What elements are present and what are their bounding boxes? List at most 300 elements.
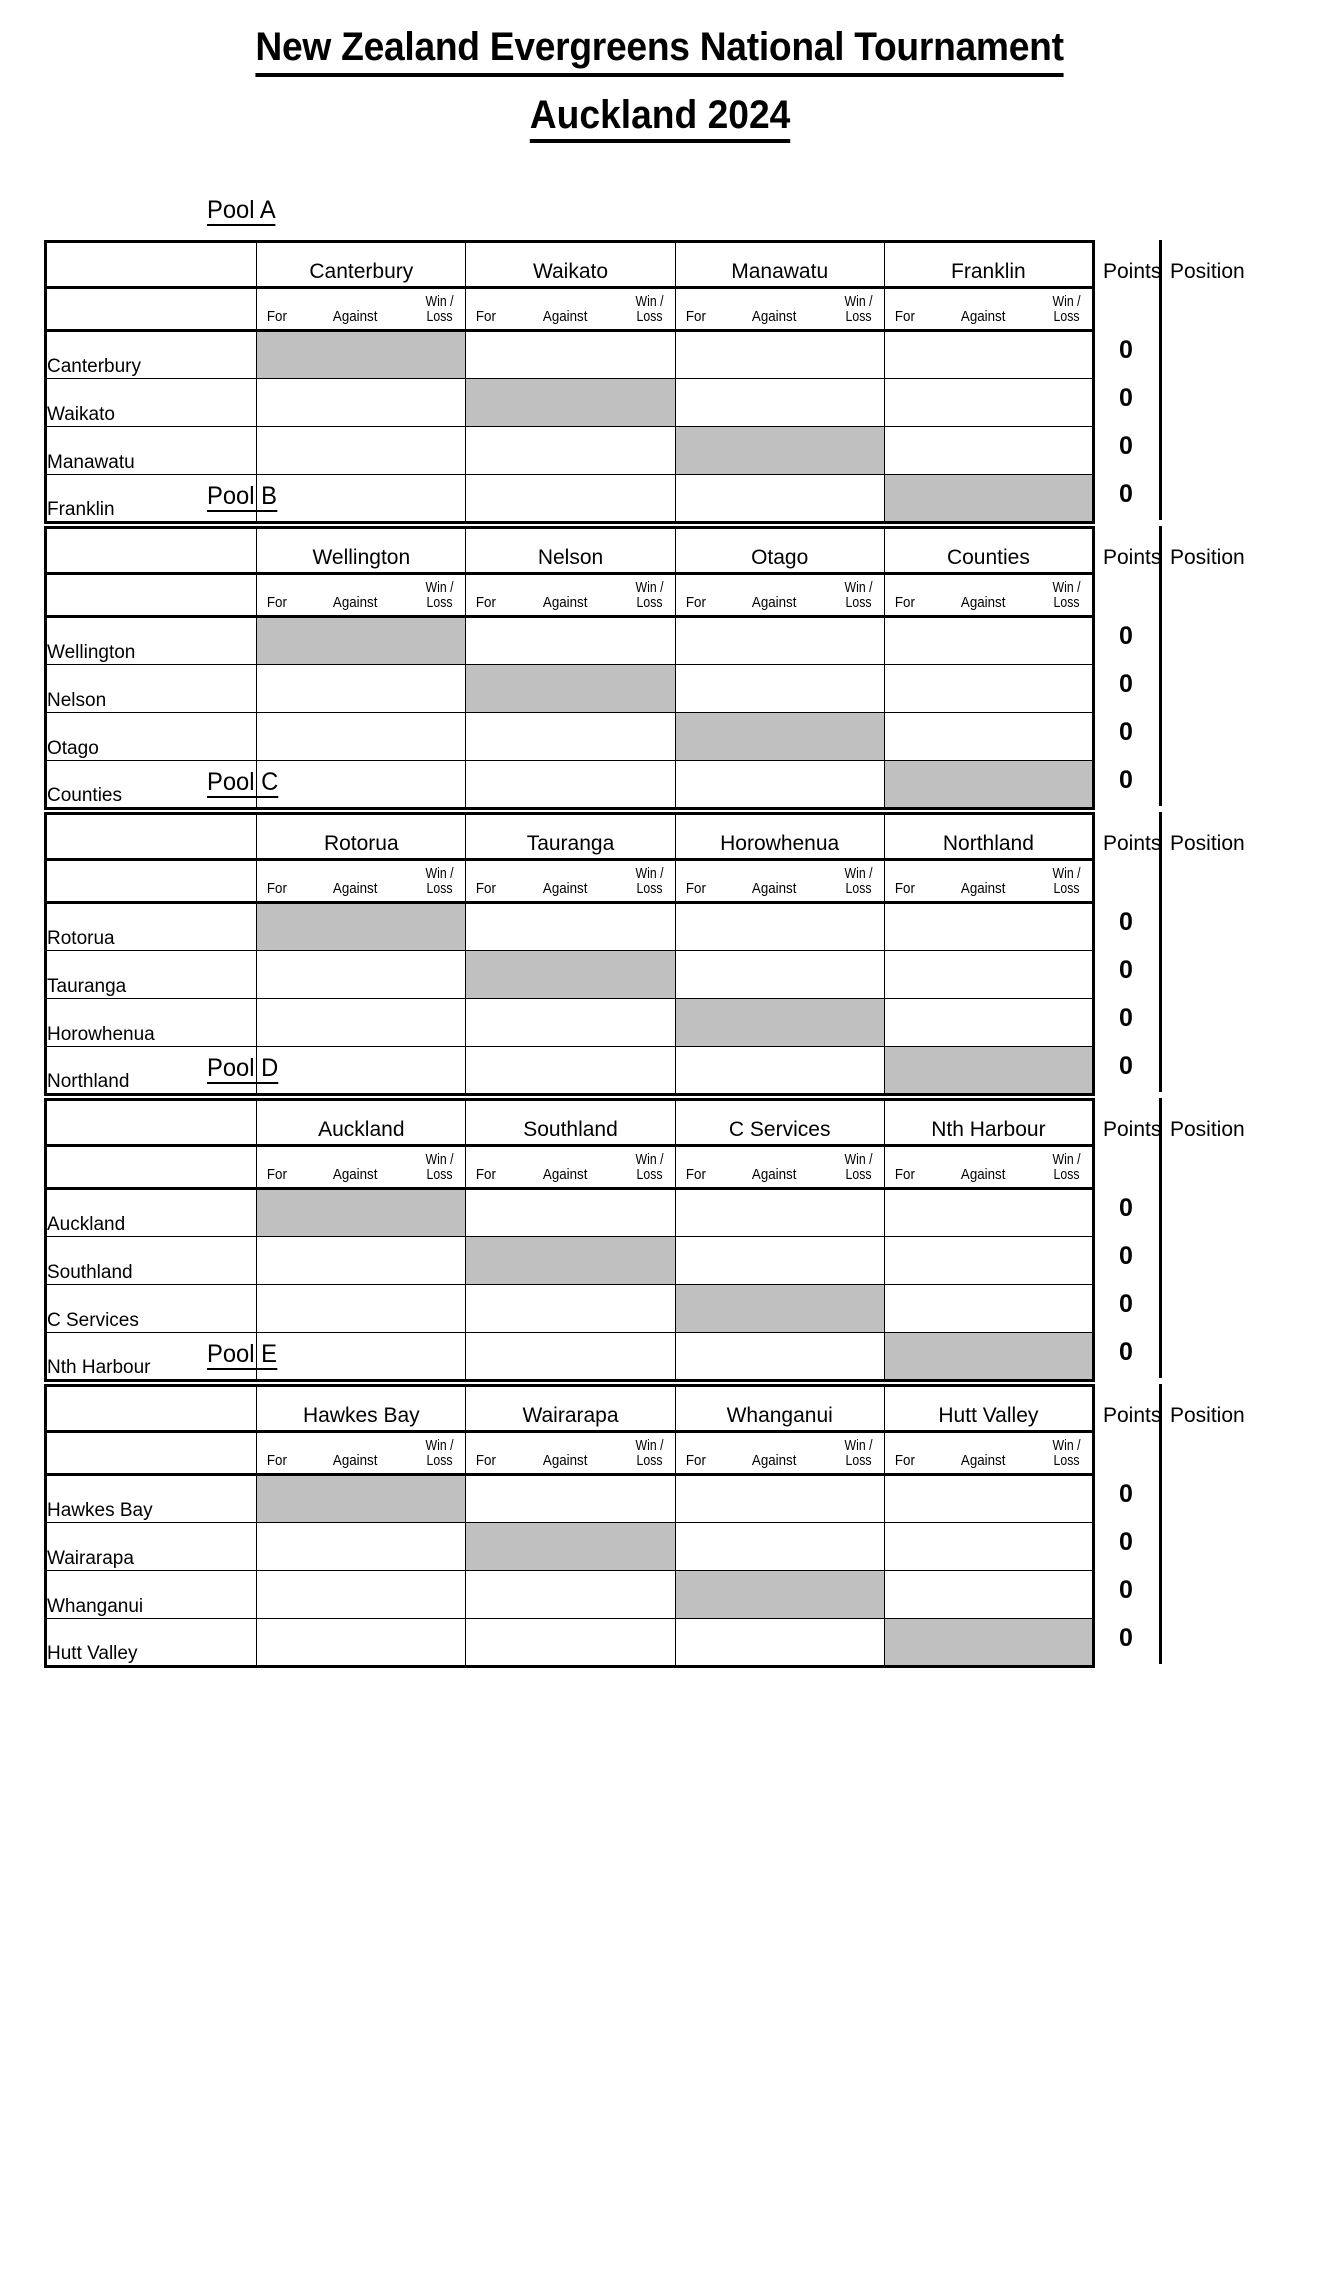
for-label: For xyxy=(894,595,915,612)
win-loss-line1: Win / xyxy=(425,579,454,596)
points-value[interactable]: 0 xyxy=(1119,1624,1133,1652)
position-column-header: Position xyxy=(1170,832,1245,855)
team-name-cell: Auckland xyxy=(46,1189,257,1237)
points-value[interactable]: 0 xyxy=(1119,766,1133,794)
score-entry-cell[interactable] xyxy=(675,331,884,379)
win-loss-line1: Win / xyxy=(844,579,873,596)
win-loss-line1: Win / xyxy=(844,1437,873,1454)
position-value[interactable] xyxy=(1163,1470,1263,1518)
score-subheader-cell xyxy=(466,1432,675,1475)
table-row xyxy=(46,1285,1094,1333)
position-value[interactable] xyxy=(1163,1232,1263,1280)
opponent-column-header: Nth Harbour xyxy=(884,1100,1093,1146)
points-column-header: Points xyxy=(1103,1118,1162,1141)
table-row xyxy=(46,951,1094,999)
points-value[interactable]: 0 xyxy=(1119,1290,1133,1318)
win-loss-label xyxy=(634,1153,664,1184)
page-title: New Zealand Evergreens National Tournament xyxy=(256,22,1064,77)
corner-cell xyxy=(46,1100,257,1146)
win-loss-line2: Loss xyxy=(845,595,872,612)
opponent-column-header: Wairarapa xyxy=(466,1386,675,1432)
score-entry-cell[interactable] xyxy=(257,1285,466,1333)
pool-block-c xyxy=(0,768,1320,1096)
points-value[interactable]: 0 xyxy=(1119,384,1133,412)
win-loss-label xyxy=(1051,1439,1081,1470)
position-value[interactable] xyxy=(1163,994,1263,1042)
diagonal-blocked-cell xyxy=(257,1189,466,1237)
score-subheader-cell xyxy=(884,860,1093,903)
opponent-column-header: Auckland xyxy=(257,1100,466,1146)
score-entry-cell[interactable] xyxy=(466,903,675,951)
position-value[interactable] xyxy=(1163,1280,1263,1328)
position-value[interactable] xyxy=(1163,946,1263,994)
table-row xyxy=(46,713,1094,761)
score-subheader-row xyxy=(46,288,1094,331)
team-name-cell: Otago xyxy=(46,713,257,761)
for-label: For xyxy=(685,1453,706,1470)
for-label: For xyxy=(267,1167,288,1184)
score-subheader-cell xyxy=(884,1146,1093,1189)
win-loss-line2: Loss xyxy=(426,881,453,898)
for-label: For xyxy=(894,309,915,326)
position-column-header: Position xyxy=(1170,260,1245,283)
pool-label-row xyxy=(0,196,1320,226)
points-value[interactable]: 0 xyxy=(1119,1052,1133,1080)
score-subheader-cell xyxy=(884,288,1093,331)
score-entry-cell[interactable] xyxy=(257,379,466,427)
score-subheader-cell xyxy=(884,1432,1093,1475)
opponent-header-row xyxy=(46,242,1094,288)
diagonal-blocked-cell xyxy=(675,427,884,475)
pool-block-e xyxy=(0,1340,1320,1668)
pool-label: Pool A xyxy=(207,196,276,224)
score-subheader-cell xyxy=(675,860,884,903)
for-label: For xyxy=(685,881,706,898)
diagonal-blocked-cell xyxy=(466,379,675,427)
for-label: For xyxy=(267,309,288,326)
team-name-cell: Wellington xyxy=(46,617,257,665)
team-name-cell: Nelson xyxy=(46,665,257,713)
score-subheader-cell xyxy=(466,288,675,331)
side-columns xyxy=(1095,1384,1274,1668)
position-value[interactable] xyxy=(1163,1614,1263,1662)
win-loss-line2: Loss xyxy=(1053,1167,1080,1184)
table-row xyxy=(46,1189,1094,1237)
score-entry-cell[interactable] xyxy=(257,951,466,999)
for-label: For xyxy=(267,595,288,612)
diagonal-blocked-cell xyxy=(466,1523,675,1571)
score-entry-cell[interactable] xyxy=(884,1285,1093,1333)
score-entry-cell[interactable] xyxy=(675,665,884,713)
position-value[interactable] xyxy=(1163,422,1263,470)
score-entry-cell[interactable] xyxy=(257,665,466,713)
win-loss-line2: Loss xyxy=(1053,595,1080,612)
win-loss-line1: Win / xyxy=(844,293,873,310)
score-entry-cell[interactable] xyxy=(257,1571,466,1619)
position-value[interactable] xyxy=(1163,898,1263,946)
win-loss-line2: Loss xyxy=(636,309,663,326)
team-name-cell: Horowhenua xyxy=(46,999,257,1047)
for-label: For xyxy=(685,595,706,612)
against-label: Against xyxy=(751,309,797,326)
win-loss-line1: Win / xyxy=(844,865,873,882)
diagonal-blocked-cell xyxy=(257,1475,466,1523)
pool-block-a xyxy=(0,196,1320,524)
for-label: For xyxy=(476,1167,497,1184)
pool-block-d xyxy=(0,1054,1320,1382)
opponent-header-row xyxy=(46,1100,1094,1146)
pool-label: Pool B xyxy=(207,482,277,510)
team-name-cell: Franklin xyxy=(46,475,257,523)
against-label: Against xyxy=(960,1453,1006,1470)
score-subheader-cell xyxy=(884,574,1093,617)
points-value[interactable]: 0 xyxy=(1119,1480,1133,1508)
table-row xyxy=(46,1619,1094,1667)
win-loss-label xyxy=(1051,581,1081,612)
position-value[interactable] xyxy=(1163,1184,1263,1232)
score-entry-cell[interactable] xyxy=(466,617,675,665)
score-entry-cell[interactable] xyxy=(675,1523,884,1571)
table-row xyxy=(46,903,1094,951)
win-loss-line1: Win / xyxy=(425,865,454,882)
table-row xyxy=(46,617,1094,665)
points-value[interactable]: 0 xyxy=(1119,1528,1133,1556)
opponent-column-header: Rotorua xyxy=(257,814,466,860)
win-loss-line2: Loss xyxy=(636,595,663,612)
win-loss-label xyxy=(425,867,455,898)
win-loss-line2: Loss xyxy=(636,1167,663,1184)
team-name-cell: Wairarapa xyxy=(46,1523,257,1571)
score-subheader-cell xyxy=(675,1146,884,1189)
corner-cell xyxy=(46,814,257,860)
points-value[interactable]: 0 xyxy=(1119,336,1133,364)
win-loss-line2: Loss xyxy=(845,1167,872,1184)
corner-cell xyxy=(46,242,257,288)
position-value[interactable] xyxy=(1163,708,1263,756)
win-loss-line2: Loss xyxy=(636,881,663,898)
against-label: Against xyxy=(333,1453,378,1470)
team-name-cell: Nth Harbour xyxy=(46,1333,257,1381)
table-row xyxy=(46,665,1094,713)
for-label: For xyxy=(476,881,497,898)
score-subheader-cell xyxy=(257,1432,466,1475)
score-entry-cell[interactable] xyxy=(675,903,884,951)
for-label: For xyxy=(267,881,288,898)
win-loss-line2: Loss xyxy=(426,309,453,326)
for-label: For xyxy=(476,1453,497,1470)
against-label: Against xyxy=(542,881,588,898)
win-loss-line2: Loss xyxy=(426,595,453,612)
score-entry-cell[interactable] xyxy=(466,1189,675,1237)
score-entry-cell[interactable] xyxy=(884,951,1093,999)
win-loss-line2: Loss xyxy=(845,881,872,898)
points-value[interactable]: 0 xyxy=(1119,718,1133,746)
score-subheader-cell xyxy=(257,860,466,903)
opponent-column-header: Hutt Valley xyxy=(884,1386,1093,1432)
opponent-column-header: Otago xyxy=(675,528,884,574)
pool-label-row xyxy=(0,1054,1320,1084)
against-label: Against xyxy=(542,309,588,326)
diagonal-blocked-cell xyxy=(675,1571,884,1619)
against-label: Against xyxy=(751,1453,797,1470)
score-entry-cell[interactable] xyxy=(257,427,466,475)
team-name-cell: Tauranga xyxy=(46,951,257,999)
points-value[interactable]: 0 xyxy=(1119,956,1133,984)
opponent-column-header: Franklin xyxy=(884,242,1093,288)
position-value[interactable] xyxy=(1163,374,1263,422)
pool-table-wrap xyxy=(44,1384,1274,1668)
win-loss-label xyxy=(843,1153,873,1184)
table-row xyxy=(46,379,1094,427)
score-entry-cell[interactable] xyxy=(466,1571,675,1619)
pool-label-row xyxy=(0,768,1320,798)
team-name-cell: Rotorua xyxy=(46,903,257,951)
win-loss-line2: Loss xyxy=(1053,1453,1080,1470)
table-row xyxy=(46,1571,1094,1619)
title-block xyxy=(0,0,1320,143)
opponent-column-header: Horowhenua xyxy=(675,814,884,860)
win-loss-label xyxy=(1051,295,1081,326)
points-value[interactable]: 0 xyxy=(1119,670,1133,698)
pool-label: Pool C xyxy=(207,768,279,796)
score-subheader-row xyxy=(46,1146,1094,1189)
corner-cell xyxy=(46,528,257,574)
score-entry-cell[interactable] xyxy=(257,999,466,1047)
win-loss-line2: Loss xyxy=(1053,309,1080,326)
win-loss-line1: Win / xyxy=(425,1151,454,1168)
diagonal-blocked-cell xyxy=(257,331,466,379)
opponent-column-header: Manawatu xyxy=(675,242,884,288)
opponent-column-header: Waikato xyxy=(466,242,675,288)
score-entry-cell[interactable] xyxy=(884,617,1093,665)
table-row xyxy=(46,1237,1094,1285)
score-entry-cell[interactable] xyxy=(884,331,1093,379)
pool-standings-table xyxy=(44,1384,1095,1668)
score-entry-cell[interactable] xyxy=(884,379,1093,427)
score-entry-cell[interactable] xyxy=(884,1237,1093,1285)
against-label: Against xyxy=(333,309,378,326)
score-entry-cell[interactable] xyxy=(675,379,884,427)
opponent-column-header: Hawkes Bay xyxy=(257,1386,466,1432)
position-value[interactable] xyxy=(1163,1518,1263,1566)
opponent-column-header: Counties xyxy=(884,528,1093,574)
score-entry-cell[interactable] xyxy=(257,1237,466,1285)
for-label: For xyxy=(476,595,497,612)
against-label: Against xyxy=(960,309,1006,326)
position-column-header: Position xyxy=(1170,546,1245,569)
score-entry-cell[interactable] xyxy=(884,999,1093,1047)
position-value[interactable] xyxy=(1163,326,1263,374)
team-name-cell: Northland xyxy=(46,1047,257,1095)
points-value[interactable]: 0 xyxy=(1119,480,1133,508)
win-loss-line1: Win / xyxy=(1052,1151,1081,1168)
win-loss-line1: Win / xyxy=(635,1437,664,1454)
team-name-cell: Canterbury xyxy=(46,331,257,379)
win-loss-label xyxy=(1051,1153,1081,1184)
points-value[interactable]: 0 xyxy=(1119,1194,1133,1222)
opponent-column-header: Canterbury xyxy=(257,242,466,288)
win-loss-label xyxy=(425,1439,455,1470)
points-value[interactable]: 0 xyxy=(1119,908,1133,936)
position-values xyxy=(1163,1470,1263,1662)
pool-block-b xyxy=(0,482,1320,810)
score-entry-cell[interactable] xyxy=(884,1189,1093,1237)
score-entry-cell[interactable] xyxy=(257,1523,466,1571)
win-loss-label xyxy=(634,581,664,612)
corner-cell-sub xyxy=(46,1146,257,1189)
win-loss-label xyxy=(843,581,873,612)
team-name-cell: Whanganui xyxy=(46,1571,257,1619)
diagonal-blocked-cell xyxy=(257,617,466,665)
score-subheader-cell xyxy=(257,1146,466,1189)
against-label: Against xyxy=(542,1453,588,1470)
score-entry-cell[interactable] xyxy=(675,951,884,999)
score-subheader-cell xyxy=(466,1146,675,1189)
table-row xyxy=(46,1523,1094,1571)
against-label: Against xyxy=(542,1167,588,1184)
points-value[interactable]: 0 xyxy=(1119,622,1133,650)
score-entry-cell[interactable] xyxy=(257,1619,466,1667)
against-label: Against xyxy=(751,1167,797,1184)
against-label: Against xyxy=(333,881,378,898)
score-entry-cell[interactable] xyxy=(675,1189,884,1237)
score-entry-cell[interactable] xyxy=(675,1475,884,1523)
score-subheader-cell xyxy=(466,574,675,617)
score-entry-cell[interactable] xyxy=(884,1571,1093,1619)
score-entry-cell[interactable] xyxy=(884,903,1093,951)
points-column-header: Points xyxy=(1103,1404,1162,1427)
position-value[interactable] xyxy=(1163,660,1263,708)
score-subheader-row xyxy=(46,1432,1094,1475)
score-entry-cell[interactable] xyxy=(466,1619,675,1667)
score-entry-cell[interactable] xyxy=(466,713,675,761)
score-entry-cell[interactable] xyxy=(466,427,675,475)
table-row xyxy=(46,331,1094,379)
opponent-column-header: Tauranga xyxy=(466,814,675,860)
win-loss-line2: Loss xyxy=(426,1453,453,1470)
points-value[interactable]: 0 xyxy=(1119,1576,1133,1604)
table-row xyxy=(46,999,1094,1047)
score-entry-cell[interactable] xyxy=(466,1285,675,1333)
opponent-header-row xyxy=(46,528,1094,574)
win-loss-line1: Win / xyxy=(635,579,664,596)
win-loss-line1: Win / xyxy=(844,1151,873,1168)
team-name-cell: C Services xyxy=(46,1285,257,1333)
pool-label-row xyxy=(0,1340,1320,1370)
against-label: Against xyxy=(960,881,1006,898)
for-label: For xyxy=(685,1167,706,1184)
team-name-cell: Southland xyxy=(46,1237,257,1285)
win-loss-line1: Win / xyxy=(635,293,664,310)
against-label: Against xyxy=(960,1167,1006,1184)
win-loss-label xyxy=(843,1439,873,1470)
score-entry-cell[interactable] xyxy=(466,999,675,1047)
sub-title-wrap xyxy=(0,93,1320,143)
for-label: For xyxy=(685,309,706,326)
diagonal-blocked-cell xyxy=(257,903,466,951)
win-loss-line1: Win / xyxy=(1052,579,1081,596)
score-entry-cell[interactable] xyxy=(466,1475,675,1523)
corner-cell xyxy=(46,1386,257,1432)
score-subheader-cell xyxy=(675,1432,884,1475)
win-loss-line1: Win / xyxy=(635,865,664,882)
score-entry-cell[interactable] xyxy=(884,665,1093,713)
for-label: For xyxy=(476,309,497,326)
score-entry-cell[interactable] xyxy=(675,1619,884,1667)
points-value[interactable]: 0 xyxy=(1119,1004,1133,1032)
win-loss-line1: Win / xyxy=(1052,1437,1081,1454)
score-entry-cell[interactable] xyxy=(675,1237,884,1285)
page-subtitle: Auckland 2024 xyxy=(530,93,791,143)
win-loss-line2: Loss xyxy=(426,1167,453,1184)
points-value[interactable]: 0 xyxy=(1119,1242,1133,1270)
win-loss-label xyxy=(843,867,873,898)
score-subheader-row xyxy=(46,574,1094,617)
opponent-column-header: Nelson xyxy=(466,528,675,574)
position-value[interactable] xyxy=(1163,1566,1263,1614)
corner-cell-sub xyxy=(46,574,257,617)
points-column-header: Points xyxy=(1103,832,1162,855)
team-name-cell: Waikato xyxy=(46,379,257,427)
win-loss-label xyxy=(634,1439,664,1470)
win-loss-label xyxy=(634,867,664,898)
team-name-cell: Hawkes Bay xyxy=(46,1475,257,1523)
for-label: For xyxy=(267,1453,288,1470)
score-entry-cell[interactable] xyxy=(884,1523,1093,1571)
diagonal-blocked-cell xyxy=(884,1619,1093,1667)
win-loss-line1: Win / xyxy=(1052,865,1081,882)
win-loss-label xyxy=(425,581,455,612)
diagonal-blocked-cell xyxy=(675,999,884,1047)
corner-cell-sub xyxy=(46,288,257,331)
score-subheader-cell xyxy=(675,288,884,331)
win-loss-line1: Win / xyxy=(1052,293,1081,310)
opponent-header-row xyxy=(46,814,1094,860)
score-subheader-cell xyxy=(466,860,675,903)
win-loss-line1: Win / xyxy=(425,1437,454,1454)
points-value[interactable]: 0 xyxy=(1119,1338,1133,1366)
corner-cell-sub xyxy=(46,860,257,903)
opponent-column-header: Southland xyxy=(466,1100,675,1146)
team-name-cell: Counties xyxy=(46,761,257,809)
win-loss-line2: Loss xyxy=(1053,881,1080,898)
score-entry-cell[interactable] xyxy=(675,617,884,665)
opponent-column-header: C Services xyxy=(675,1100,884,1146)
score-entry-cell[interactable] xyxy=(257,713,466,761)
score-entry-cell[interactable] xyxy=(884,427,1093,475)
score-subheader-cell xyxy=(257,574,466,617)
win-loss-label xyxy=(634,295,664,326)
diagonal-blocked-cell xyxy=(675,1285,884,1333)
win-loss-line2: Loss xyxy=(845,1453,872,1470)
points-values xyxy=(1095,1470,1157,1662)
diagonal-blocked-cell xyxy=(675,713,884,761)
position-value[interactable] xyxy=(1163,612,1263,660)
win-loss-line1: Win / xyxy=(635,1151,664,1168)
for-label: For xyxy=(894,1167,915,1184)
score-entry-cell[interactable] xyxy=(884,713,1093,761)
pool-label: Pool D xyxy=(207,1054,279,1082)
against-label: Against xyxy=(751,881,797,898)
against-label: Against xyxy=(542,595,588,612)
score-entry-cell[interactable] xyxy=(884,1475,1093,1523)
opponent-header-row xyxy=(46,1386,1094,1432)
position-column-header: Position xyxy=(1170,1118,1245,1141)
main-title-wrap xyxy=(0,22,1320,77)
position-column-header: Position xyxy=(1170,1404,1245,1427)
score-entry-cell[interactable] xyxy=(466,331,675,379)
points-value[interactable]: 0 xyxy=(1119,432,1133,460)
